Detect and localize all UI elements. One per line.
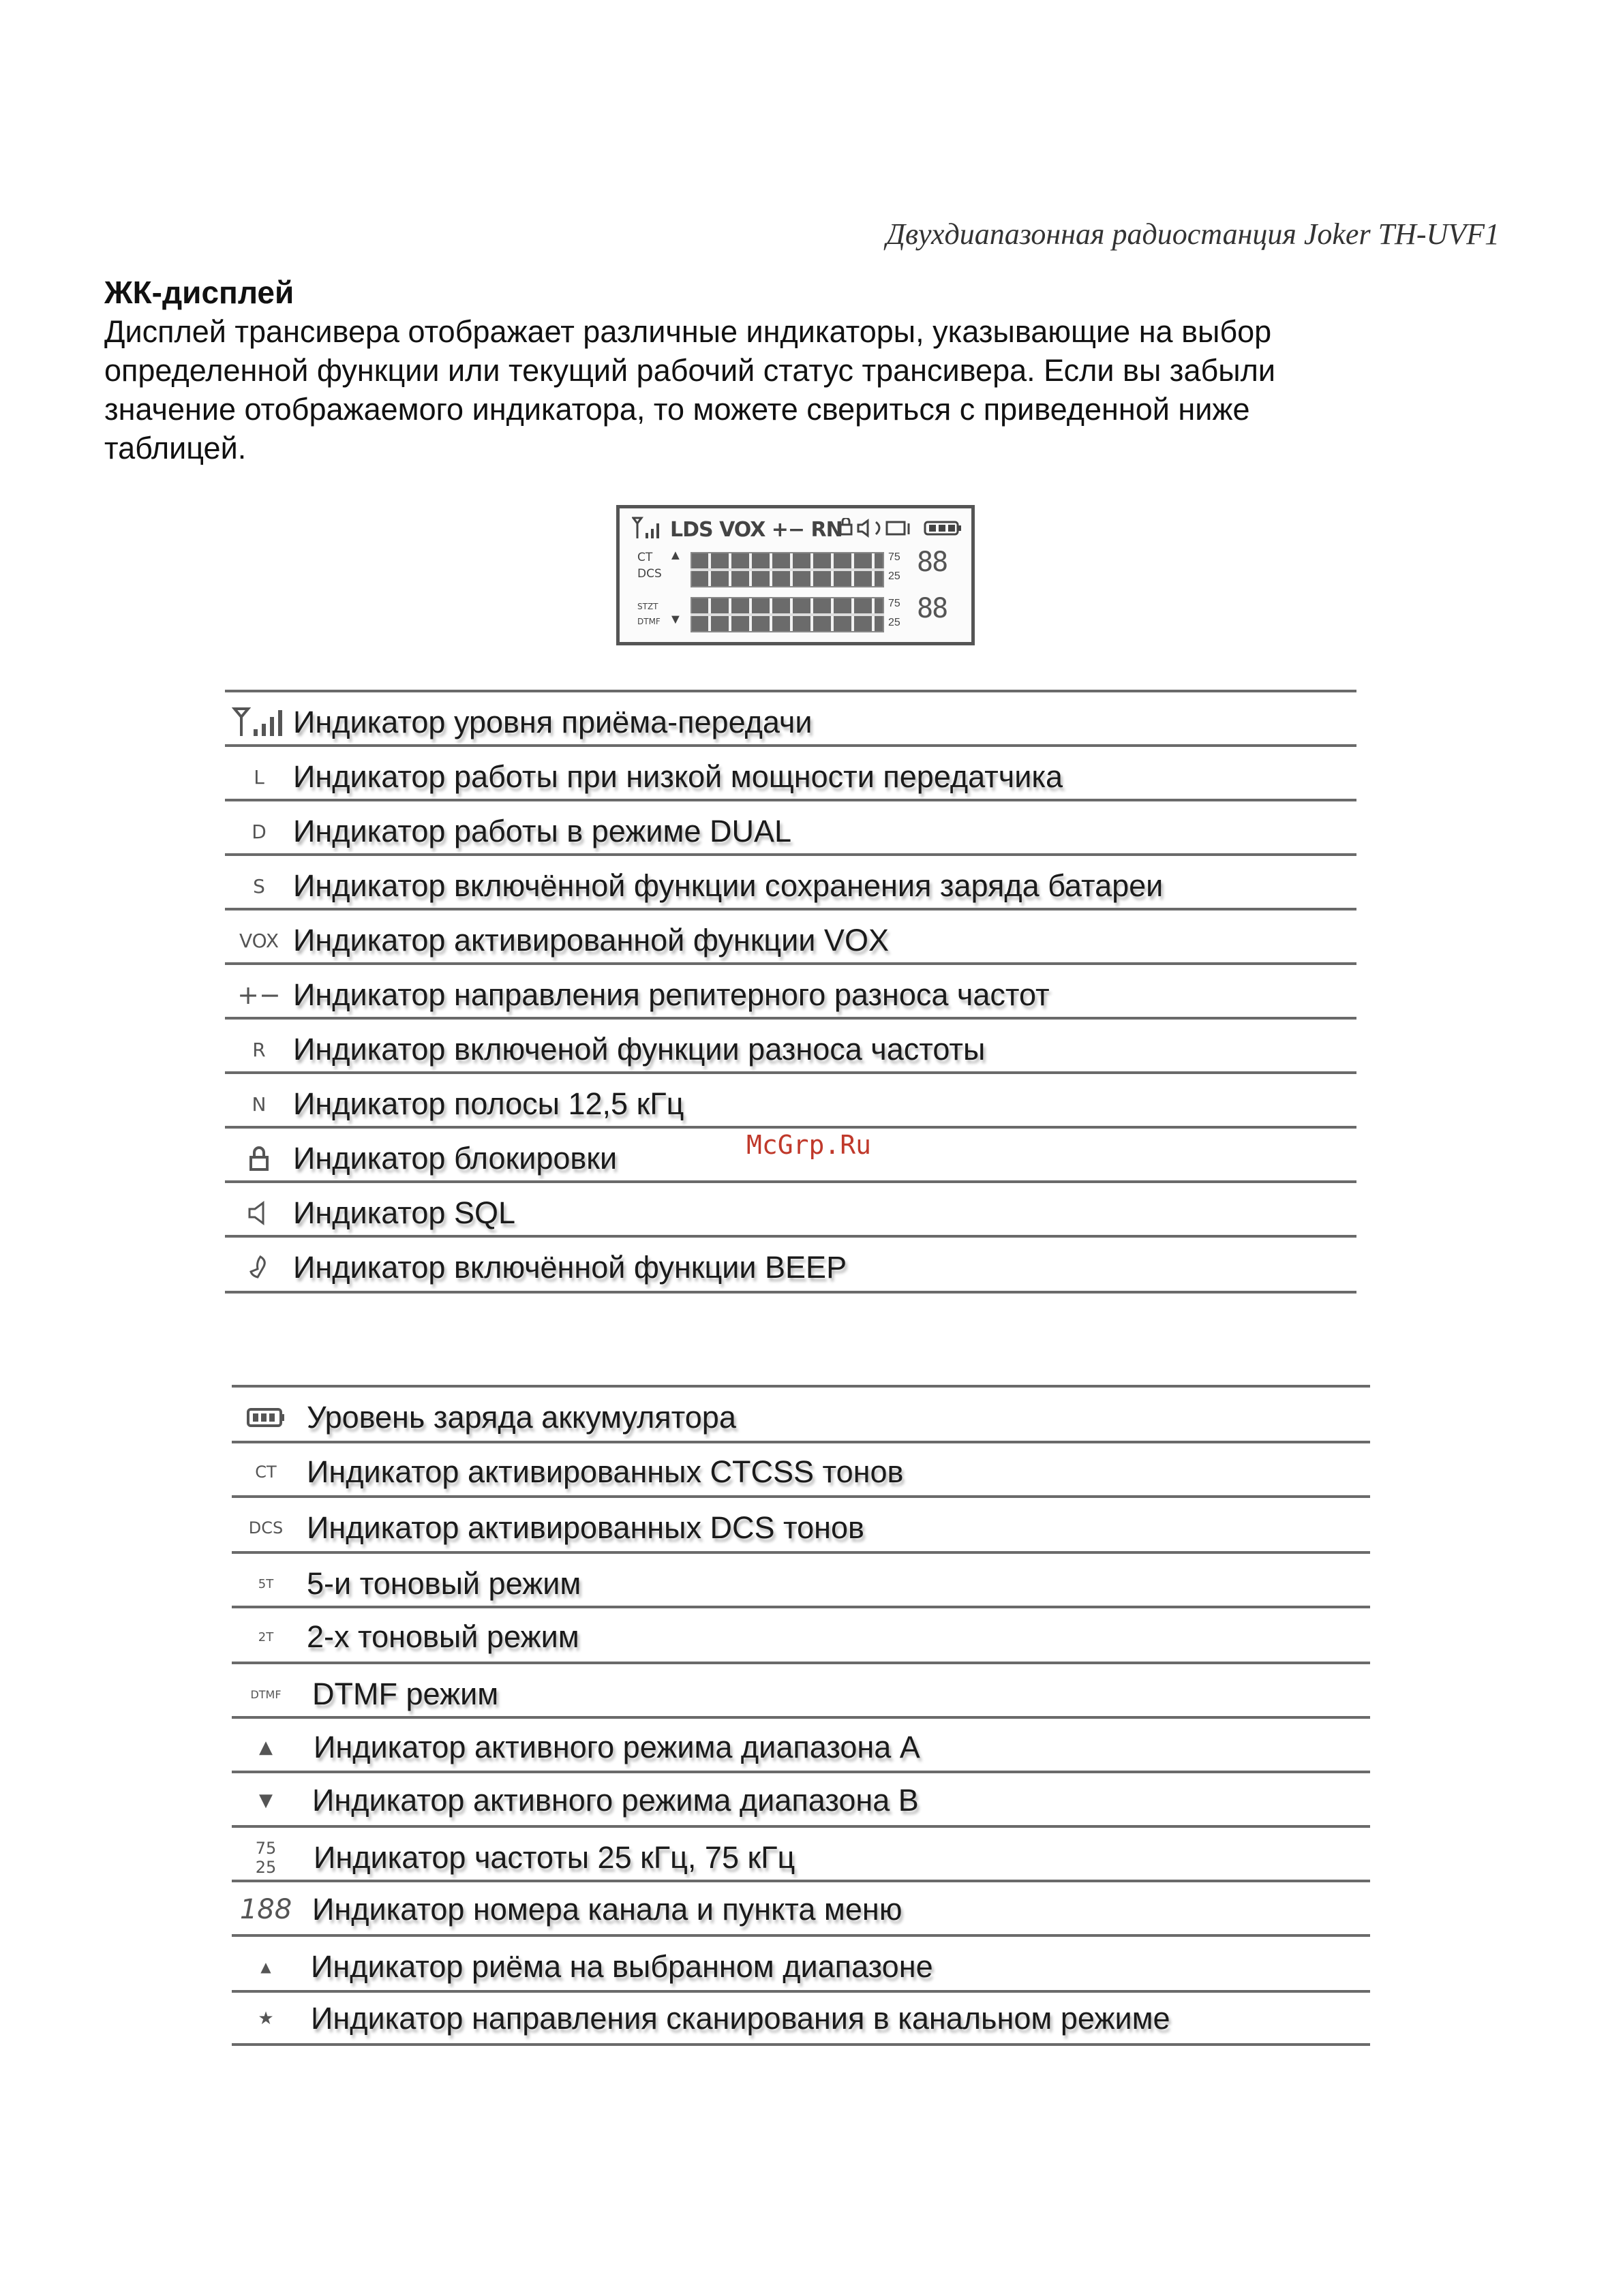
- table-row: [225, 913, 1356, 968]
- signal-strength-icon: [225, 695, 293, 750]
- dtmf-icon: DTMF: [250, 1687, 282, 1701]
- table-row: [232, 1557, 1370, 1611]
- table-rule: [225, 1180, 1356, 1183]
- row-description: Индикатор работы при низкой мощности передатчика: [293, 759, 1063, 794]
- reverse-icon: R: [252, 1038, 266, 1061]
- intro-paragraph: [104, 312, 1468, 468]
- row-description: Индикатор направления репитерного разноса частот: [293, 977, 1050, 1012]
- five-tone-icon: 5T: [258, 1576, 274, 1591]
- table-row: [225, 1022, 1356, 1077]
- table-rule: [232, 1441, 1370, 1443]
- table-rule: [225, 1017, 1356, 1020]
- low-power-icon: L: [254, 765, 264, 789]
- table-row: [225, 750, 1356, 804]
- table-rule: [225, 1291, 1356, 1294]
- table-row: [232, 1667, 1370, 1721]
- intro-line: таблицей.: [104, 431, 247, 465]
- table-rule: [225, 908, 1356, 910]
- lcd-antenna-icon: [632, 517, 667, 540]
- row-description: Индикатор риёма на выбранном диапазоне: [311, 1949, 933, 1984]
- row-description: Индикатор блокировки: [293, 1141, 618, 1176]
- freq-step-icon: 75 25: [255, 1839, 277, 1877]
- table-rule: [232, 1716, 1370, 1719]
- lcd-channel-b: 88: [917, 593, 947, 624]
- table-row: [225, 804, 1356, 859]
- row-description: Уровень заряда аккумулятора: [307, 1400, 736, 1435]
- row-description: Индикатор работы в режиме DUAL: [293, 814, 791, 848]
- channel-number-icon: 188: [239, 1894, 292, 1925]
- table-rule: [232, 1495, 1370, 1498]
- table-rule: [225, 853, 1356, 856]
- table-row: [225, 859, 1356, 913]
- vox-icon: VOX: [239, 929, 279, 952]
- table-rule: [225, 799, 1356, 801]
- lcd-triangle-up-icon: ▲: [669, 548, 682, 563]
- lcd-freq-25-a: 25: [888, 570, 900, 582]
- table-rule: [232, 1662, 1370, 1664]
- table-row: [232, 1940, 1370, 1994]
- lcd-display-illustration: [616, 505, 975, 645]
- table-row: [225, 1186, 1356, 1240]
- row-description: Индикатор уровня приёма-передачи: [293, 705, 813, 739]
- lcd-ct-label: CT: [637, 551, 653, 564]
- table-row: [225, 1240, 1356, 1295]
- lock-icon: [225, 1131, 293, 1186]
- lcd-stzt-label: STZT: [637, 602, 658, 611]
- two-tone-icon: 2T: [258, 1629, 274, 1644]
- table-rule: [232, 1551, 1370, 1554]
- table-rule: [225, 744, 1356, 747]
- intro-line: определенной функции или текущий рабочий статус трансивера. Если вы забыли: [104, 353, 1275, 388]
- triangle-down-icon: ▼: [259, 1790, 273, 1811]
- row-description: Индикатор номера канала и пункта меню: [312, 1892, 902, 1927]
- table-row: [225, 968, 1356, 1022]
- row-description: DTMF режим: [312, 1677, 499, 1711]
- row-description: Индикатор активного режима диапазона B: [312, 1783, 919, 1818]
- beep-icon: [225, 1240, 293, 1295]
- row-description: 5-и тоновый режим: [307, 1566, 581, 1601]
- row-description: Индикатор включённой функции BEEP: [293, 1250, 847, 1285]
- dual-icon: D: [252, 820, 267, 843]
- shift-direction-icon: +−: [237, 980, 281, 1010]
- lcd-segment-row-a: [691, 552, 884, 587]
- lcd-segment-row-b: [691, 597, 884, 632]
- indicator-table-1: [225, 682, 1356, 1295]
- lcd-dcs-label: DCS: [637, 567, 662, 581]
- table-row: [225, 695, 1356, 750]
- narrow-band-icon: N: [252, 1092, 267, 1116]
- table-rule: [232, 1606, 1370, 1608]
- table-row: [232, 1445, 1370, 1499]
- intro-line: Дисплей трансивера отображает различные индикаторы, указывающие на выбор: [104, 314, 1272, 349]
- row-description: Индикатор включённой функции сохранения заряда батареи: [293, 868, 1164, 903]
- table-row: [232, 1610, 1370, 1664]
- table-rule: [225, 962, 1356, 965]
- section-heading: ЖК-дисплей: [104, 275, 294, 310]
- table-row: [232, 1720, 1370, 1775]
- ctcss-icon: CT: [255, 1463, 277, 1482]
- page-header-title: Двухдиапазонная радиостанция Joker TH-UVF1: [885, 217, 1500, 251]
- watermark: McGrp.Ru: [746, 1130, 872, 1160]
- row-description: Индикатор активированных DCS тонов: [307, 1510, 864, 1545]
- indicator-table-2: [232, 1370, 1370, 2045]
- battery-save-icon: S: [253, 874, 265, 898]
- table-row: [232, 1831, 1370, 1885]
- lcd-dtmf-label: DTMF: [637, 617, 661, 626]
- row-description: 2-х тоновый режим: [307, 1619, 579, 1654]
- battery-icon: [232, 1390, 300, 1445]
- table-rule: [232, 1385, 1370, 1388]
- table-row: [225, 1077, 1356, 1131]
- table-row: [232, 1501, 1370, 1555]
- lcd-channel-a: 88: [917, 547, 947, 578]
- row-description: Индикатор активированной функции VOX: [293, 923, 889, 958]
- table-rule: [232, 1934, 1370, 1937]
- speaker-icon: [225, 1186, 293, 1240]
- table-rule: [225, 1235, 1356, 1238]
- row-description: Индикатор активированных CTCSS тонов: [307, 1454, 904, 1489]
- dcs-icon: DCS: [248, 1518, 284, 1537]
- row-description: Индикатор включеной функции разноса частоты: [293, 1032, 986, 1067]
- table-rule: [232, 1825, 1370, 1828]
- row-description: Индикатор SQL: [293, 1195, 516, 1230]
- triangle-up-icon: ▲: [259, 1737, 273, 1758]
- receive-icon: ▲: [260, 1959, 271, 1975]
- lcd-freq-25-b: 25: [888, 617, 900, 628]
- table-row: [232, 1773, 1370, 1828]
- table-row: [232, 1991, 1370, 2046]
- intro-line: значение отображаемого индикатора, то можете свериться с приведенной ниже: [104, 392, 1250, 427]
- table-rule: [225, 690, 1356, 692]
- lcd-freq-75-b: 75: [888, 598, 900, 609]
- table-rule: [232, 2043, 1370, 2046]
- lcd-freq-75-a: 75: [888, 551, 900, 563]
- table-row: [232, 1390, 1370, 1445]
- lcd-triangle-down-icon: ▼: [669, 612, 682, 627]
- row-description: Индикатор частоты 25 кГц, 75 кГц: [314, 1840, 795, 1875]
- lcd-top-indicators: LDS VOX +− RN: [670, 518, 843, 542]
- table-row: [232, 1882, 1370, 1937]
- lcd-status-icons: [838, 518, 967, 538]
- row-description: Индикатор направления сканирования в канальном режиме: [311, 2001, 1170, 2036]
- scan-direction-icon: ★: [258, 2008, 274, 2029]
- row-description: Индикатор полосы 12,5 кГц: [293, 1086, 684, 1121]
- row-description: Индикатор активного режима диапазона A: [314, 1730, 920, 1764]
- table-rule: [225, 1071, 1356, 1074]
- table-rule: [225, 1126, 1356, 1129]
